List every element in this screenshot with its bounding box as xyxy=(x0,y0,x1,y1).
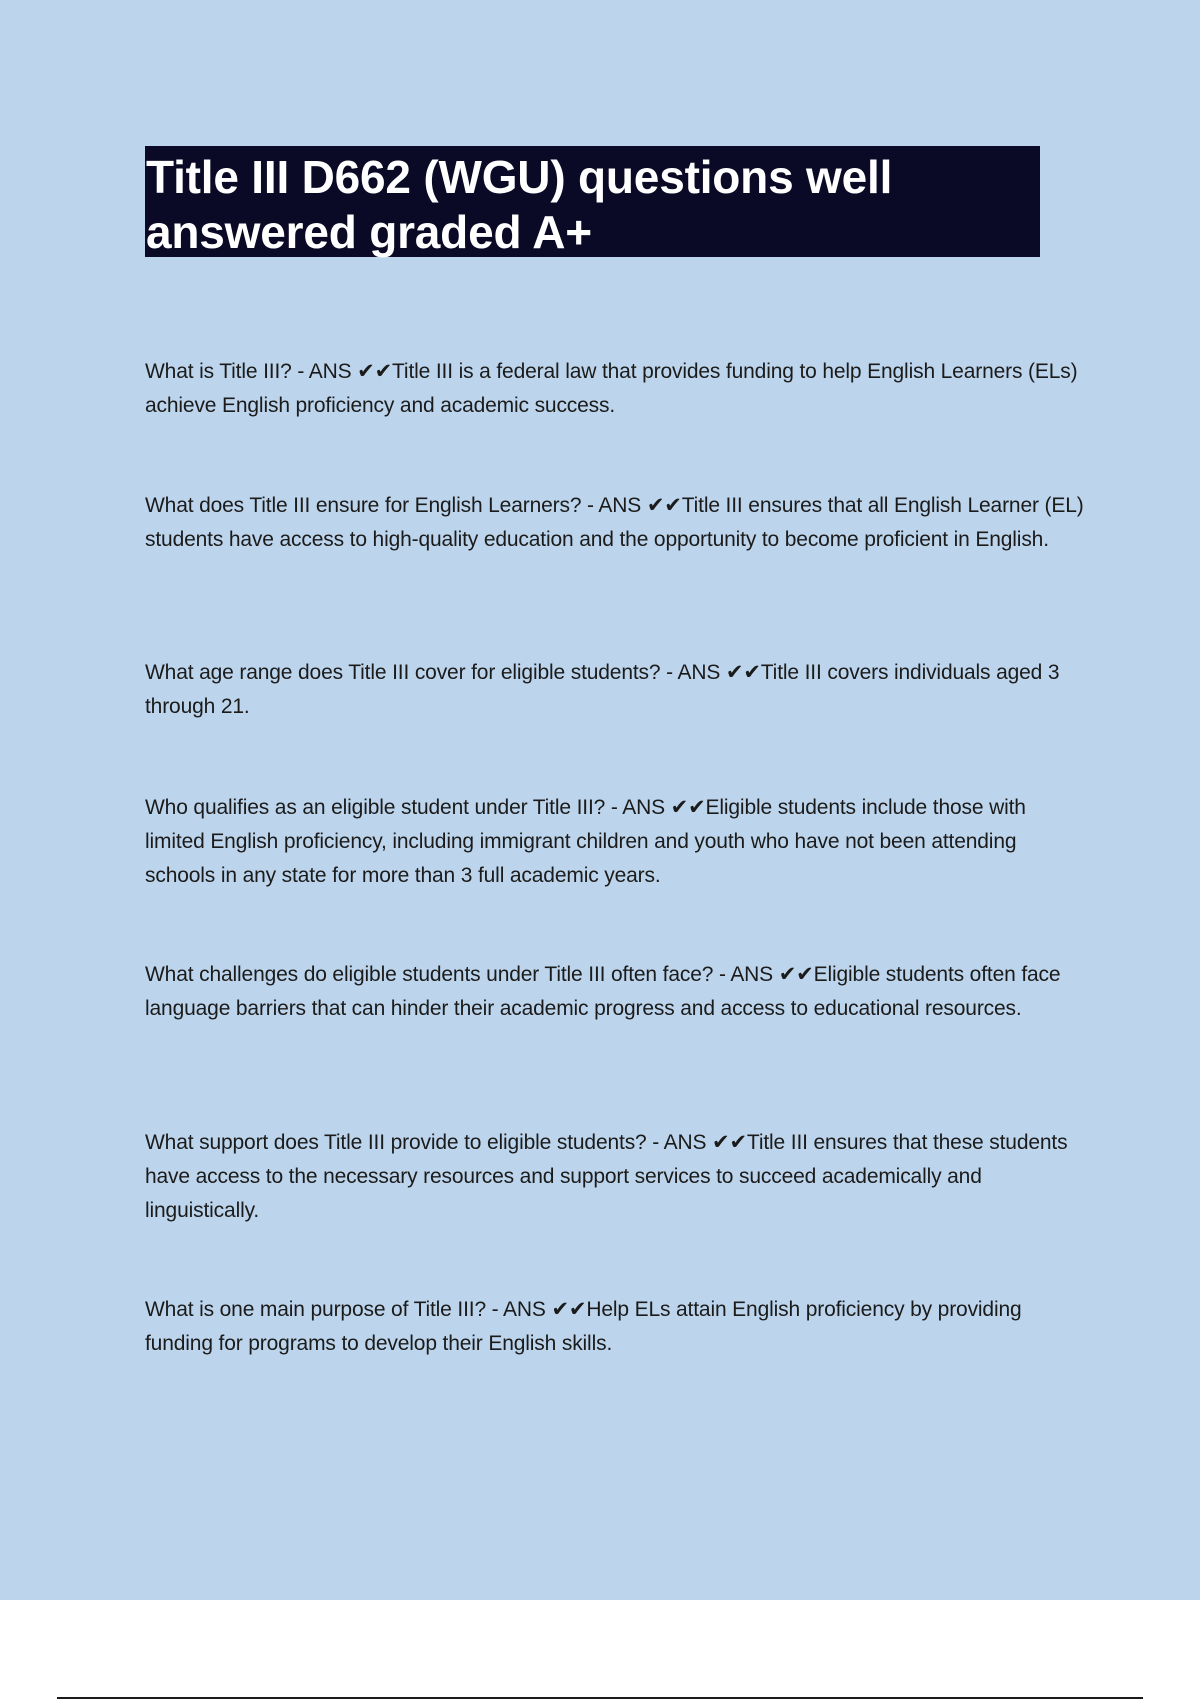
qa-item-3: What age range does Title III cover for eligible students? - ANS ✔✔Title III covers individuals aged 3 through 21. xyxy=(145,661,1060,718)
title-banner xyxy=(145,146,1040,257)
qa-item-2: What does Title III ensure for English Learners? - ANS ✔✔Title III ensures that all English Learner (EL) students have access to high-quality education and the opportunity to become proficient in English. xyxy=(145,494,1084,551)
qa-item-4: Who qualifies as an eligible student under Title III? - ANS ✔✔Eligible students include those with limited English proficiency, including immigrant children and youth who have not been attending schools in any state for more than 3 full academic years. xyxy=(145,796,1026,887)
footer-divider xyxy=(57,1697,1143,1699)
qa-item-1: What is Title III? - ANS ✔✔Title III is a federal law that provides funding to help English Learners (ELs) achieve English proficiency and academic success. xyxy=(145,360,1078,417)
qa-item-7: What is one main purpose of Title III? - ANS ✔✔Help ELs attain English proficiency by providing funding for programs to develop their English skills. xyxy=(145,1298,1022,1355)
qa-item-6: What support does Title III provide to eligible students? - ANS ✔✔Title III ensures that these students have access to the necessary resources and support services to succeed academically and linguistically. xyxy=(145,1131,1068,1222)
qa-item-5: What challenges do eligible students under Title III often face? - ANS ✔✔Eligible students often face language barriers that can hinder their academic progress and access to educational resources. xyxy=(145,963,1061,1020)
document-title: Title III D662 (WGU) questions well answered graded A+ xyxy=(146,151,893,258)
